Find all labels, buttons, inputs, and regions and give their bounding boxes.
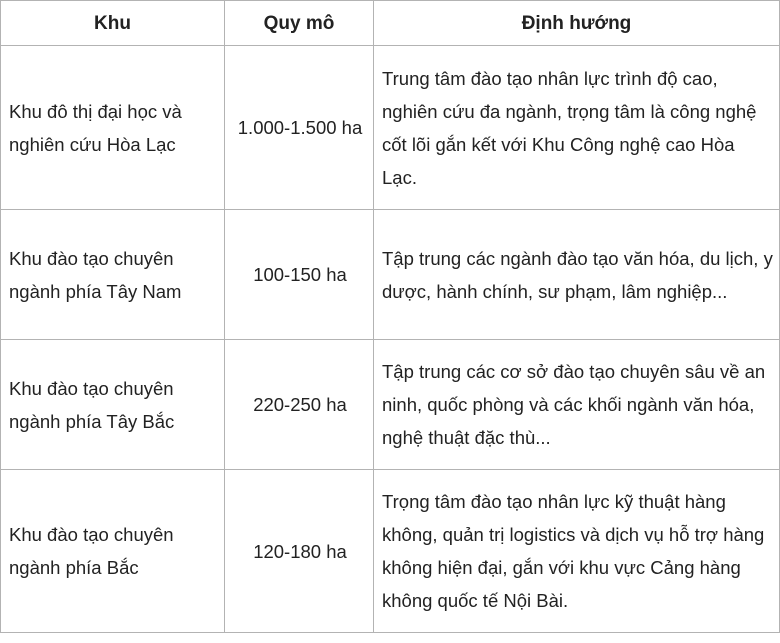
zone-name-cell: Khu đào tạo chuyên ngành phía Tây Nam [1,210,225,340]
table-row [1,470,780,633]
orientation-cell: Tập trung các ngành đào tạo văn hóa, du lịch, y dược, hành chính, sư phạm, lâm nghiệp... [374,210,780,340]
table-row [1,46,780,210]
scale-cell: 220-250 ha [225,340,374,470]
table-header [1,1,780,46]
zone-name-cell: Khu đào tạo chuyên ngành phía Tây Bắc [1,340,225,470]
zone-name-cell: Khu đô thị đại học và nghiên cứu Hòa Lạc [1,46,225,210]
table-row [1,210,780,340]
table-row [1,340,780,470]
header-scale: Quy mô [225,1,374,46]
header-zone: Khu [1,1,225,46]
table-body [1,46,780,633]
orientation-cell: Trọng tâm đào tạo nhân lực kỹ thuật hàng không, quản trị logistics và dịch vụ hỗ trợ hàng không hiện đại, gắn với khu vực Cảng hàng không quốc tế Nội Bài. [374,470,780,633]
scale-cell: 120-180 ha [225,470,374,633]
scale-cell: 1.000-1.500 ha [225,46,374,210]
scale-cell: 100-150 ha [225,210,374,340]
orientation-cell: Trung tâm đào tạo nhân lực trình độ cao, nghiên cứu đa ngành, trọng tâm là công nghệ cốt lõi gắn kết với Khu Công nghệ cao Hòa Lạc. [374,46,780,210]
header-row [1,1,780,46]
orientation-cell: Tập trung các cơ sở đào tạo chuyên sâu về an ninh, quốc phòng và các khối ngành văn hóa, nghệ thuật đặc thù... [374,340,780,470]
header-orientation: Định hướng [374,1,780,46]
zone-name-cell: Khu đào tạo chuyên ngành phía Bắc [1,470,225,633]
